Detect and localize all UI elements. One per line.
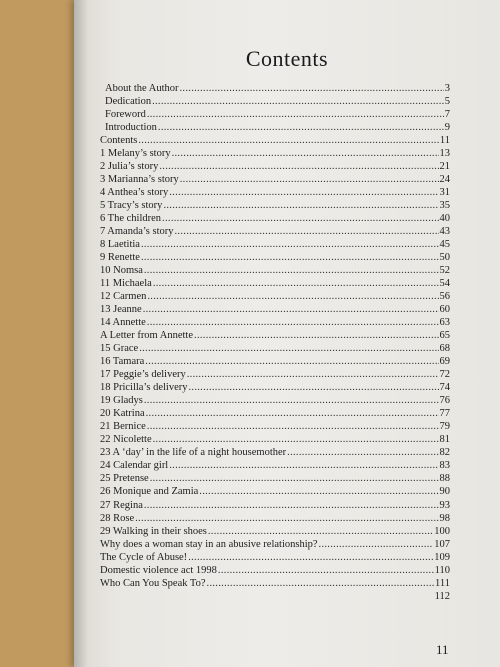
page-gutter-shadow (74, 0, 88, 667)
toc-entry-title: 13 Jeanne (100, 304, 142, 316)
toc-entry-page: 65 (439, 330, 450, 342)
dot-leader (194, 329, 438, 342)
toc-entry-page: 52 (439, 265, 450, 277)
dot-leader (188, 551, 433, 564)
toc-entry-page: 68 (439, 343, 450, 355)
toc-entry (100, 173, 450, 186)
toc-entry-title: 12 Carmen (100, 291, 147, 303)
toc-entry-title: Foreword (105, 109, 146, 121)
toc-entry (100, 394, 450, 407)
toc-entry-page: 31 (439, 187, 450, 199)
toc-entry (100, 277, 450, 290)
toc-entry (100, 485, 450, 498)
toc-entry (100, 108, 450, 121)
toc-entry (100, 316, 450, 329)
dot-leader (172, 147, 439, 160)
toc-entry-title: 5 Tracy’s story (100, 200, 163, 212)
toc-entry-title: 29 Walking in their shoes (100, 525, 207, 537)
dot-leader (169, 459, 438, 472)
toc-entry-title: 25 Pretense (100, 473, 149, 485)
toc-entry-title: 23 A ‘day’ in the life of a night housemother (100, 447, 287, 459)
toc-entry-title: 18 Pricilla’s delivery (100, 382, 188, 394)
toc-entry-page: 107 (434, 538, 450, 550)
toc-trailing-page (100, 590, 450, 603)
toc-entry-page: 11 (439, 135, 450, 147)
dot-leader (144, 394, 439, 407)
toc-entry-title: 21 Bernice (100, 421, 146, 433)
toc-entry-page: 5 (444, 96, 450, 108)
toc-entry (100, 290, 450, 303)
toc-entry (100, 538, 450, 551)
dot-leader (319, 538, 434, 551)
toc-entry-page: 110 (434, 564, 450, 576)
toc-entry (100, 134, 450, 147)
toc-entry-page: 69 (439, 356, 450, 368)
dot-leader (147, 290, 438, 303)
toc-entry-page: 7 (444, 109, 450, 121)
toc-entry (100, 499, 450, 512)
toc-entry (100, 212, 450, 225)
dot-leader (143, 303, 439, 316)
toc-entry-page: 13 (439, 148, 450, 160)
toc-entry-title: About the Author (105, 83, 179, 94)
dot-leader (180, 173, 439, 186)
dot-leader (145, 355, 438, 368)
toc-entry-page: 90 (439, 486, 450, 498)
dot-leader (141, 251, 439, 264)
dot-leader (162, 212, 438, 225)
toc-entry-page: 79 (439, 421, 450, 433)
toc-entry (100, 420, 450, 433)
toc-entry-title: Contents (100, 135, 138, 147)
toc-entry (100, 381, 450, 394)
toc-entry (100, 459, 450, 472)
toc-entry-page: 40 (439, 213, 450, 225)
dot-leader (152, 95, 444, 108)
dot-leader (139, 342, 438, 355)
toc-entry-page: 109 (434, 551, 450, 563)
toc-entry (100, 121, 450, 134)
toc-entry-title: Why does a woman stay in an abusive relationship? (100, 538, 318, 550)
dot-leader (135, 512, 438, 525)
toc-entry-page: 9 (444, 122, 450, 134)
toc-entry-title: 10 Nomsa (100, 265, 143, 277)
toc-entry (100, 433, 450, 446)
toc-entry-page: 60 (439, 304, 450, 316)
toc-entry-title: 3 Marianna’s story (100, 174, 179, 186)
dot-leader (147, 420, 439, 433)
toc-entry-title: 14 Annette (100, 317, 146, 329)
dot-leader (158, 121, 444, 134)
toc-entry (100, 355, 450, 368)
toc-entry (100, 525, 450, 538)
toc-entry (100, 186, 450, 199)
dot-leader (141, 238, 439, 251)
toc-trailing-page-number: 112 (434, 590, 450, 602)
toc-entry-title: Dedication (105, 96, 152, 108)
toc-entry-page: 93 (439, 499, 450, 511)
toc-entry-page: 63 (439, 317, 450, 329)
toc-entry-page: 111 (435, 577, 450, 589)
toc-entry-title: 19 Gladys (100, 395, 143, 407)
toc-entry (100, 368, 450, 381)
dot-leader (159, 160, 438, 173)
dot-leader (180, 82, 444, 95)
toc-entry-title: 11 Michaela (100, 278, 152, 290)
toc-entry (100, 82, 450, 95)
toc-entry-title: A Letter from Annette (100, 330, 194, 342)
toc-entry-page: 83 (439, 460, 450, 472)
toc-entry-title: 4 Anthea’s story (100, 187, 169, 199)
toc-entry-page: 98 (439, 512, 450, 524)
toc-entry-title: 28 Rose (100, 512, 135, 524)
toc-entry-title: Domestic violence act 1998 (100, 564, 217, 576)
toc-entry-page: 3 (444, 83, 450, 94)
dot-leader (138, 134, 439, 147)
dot-leader (146, 407, 439, 420)
dot-leader (175, 225, 439, 238)
toc-entry-title: 17 Peggie’s delivery (100, 369, 186, 381)
dot-leader (187, 368, 439, 381)
dot-leader (144, 264, 439, 277)
toc-entry-page: 43 (439, 226, 450, 238)
page-number: 11 (436, 642, 449, 657)
dot-leader (188, 381, 438, 394)
toc-entry-title: 27 Regina (100, 499, 143, 511)
toc-entry (100, 264, 450, 277)
toc-entry-title: The Cycle of Abuse! (100, 551, 188, 563)
toc-entry-title: 22 Nicolette (100, 434, 152, 446)
toc-entry-page: 82 (439, 447, 450, 459)
contents-heading: Contents (245, 46, 329, 71)
toc-entry (100, 407, 450, 420)
toc-entry (100, 238, 450, 251)
toc-entry (100, 160, 450, 173)
toc-entry-title: 1 Melany’s story (100, 148, 171, 160)
dot-leader (150, 472, 439, 485)
toc-entry-page: 81 (439, 434, 450, 446)
dot-leader (199, 485, 438, 498)
dot-leader (163, 199, 438, 212)
toc-entry-page: 24 (439, 174, 450, 186)
dot-leader (147, 316, 439, 329)
toc-entry-page: 35 (439, 200, 450, 212)
dot-leader (287, 446, 438, 459)
toc-entry-page: 54 (439, 278, 450, 290)
toc-entry-page: 88 (439, 473, 450, 485)
dot-leader (218, 564, 434, 577)
dot-leader (208, 525, 433, 538)
table-of-contents (100, 82, 450, 603)
toc-entry-title: 20 Katrina (100, 408, 145, 420)
toc-entry-title: 15 Grace (100, 343, 139, 355)
toc-entry (100, 512, 450, 525)
toc-entry-page: 56 (439, 291, 450, 303)
toc-entry (100, 251, 450, 264)
dot-leader (169, 186, 438, 199)
toc-entry-title: 16 Tamara (100, 356, 145, 368)
toc-entry-title: 26 Monique and Zamia (100, 486, 199, 498)
toc-entry (100, 446, 450, 459)
toc-entry (100, 564, 450, 577)
toc-entry-page: 74 (439, 382, 450, 394)
toc-entry-title: Who Can You Speak To? (100, 577, 206, 589)
toc-entry (100, 329, 450, 342)
toc-entry (100, 577, 450, 590)
dot-leader (153, 433, 439, 446)
toc-entry-page: 76 (439, 395, 450, 407)
toc-entry-title: 24 Calendar girl (100, 460, 169, 472)
toc-entry-title: 9 Renette (100, 252, 140, 264)
toc-entry (100, 95, 450, 108)
toc-entry-title: 8 Laetitia (100, 239, 140, 251)
toc-entry-page: 100 (434, 525, 450, 537)
dot-leader (153, 277, 439, 290)
dot-leader (207, 577, 434, 590)
dot-leader (144, 499, 439, 512)
dot-leader (147, 108, 444, 121)
toc-entry-page: 50 (439, 252, 450, 264)
toc-entry (100, 303, 450, 316)
toc-entry (100, 551, 450, 564)
toc-entry (100, 225, 450, 238)
toc-entry-title: 2 Julia’s story (100, 161, 159, 173)
toc-entry (100, 147, 450, 160)
toc-entry (100, 342, 450, 355)
toc-entry-title: 7 Amanda’s story (100, 226, 174, 238)
toc-entry (100, 472, 450, 485)
toc-entry-page: 21 (439, 161, 450, 173)
toc-entry-title: 6 The children (100, 213, 162, 225)
toc-entry-page: 77 (439, 408, 450, 420)
toc-entry-page: 45 (439, 239, 450, 251)
toc-entry-page: 72 (439, 369, 450, 381)
toc-entry (100, 199, 450, 212)
toc-entry-title: Introduction (105, 122, 157, 134)
